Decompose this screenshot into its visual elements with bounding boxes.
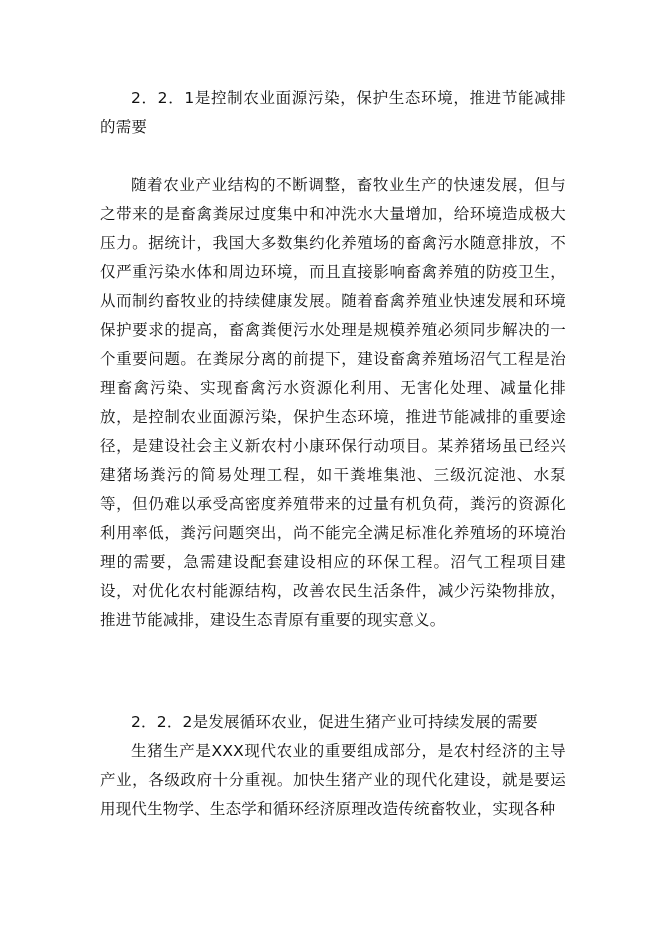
- section-heading-2-2-2: 2．2．2是发展循环农业，促进生猪产业可持续发展的需要: [131, 713, 538, 731]
- section-heading-2-2-1: 2．2．1是控制农业面源污染，保护生态环境，推进节能减排的需要: [100, 89, 566, 136]
- body-paragraph-2: 生猪生产是XXX现代农业的重要组成部分，是农村经济的主导产业，各级政府十分重视。加快生猪产业的现代化建设，就是要运用现代生物学、生态学和循环经济原理改造传统畜牧业，实现各种: [100, 742, 566, 818]
- body-paragraph-1: 随着农业产业结构的不断调整，畜牧业生产的快速发展，但与之带来的是畜禽粪尿过度集中和冲洗水大量增加，给环境造成极大压力。据统计，我国大多数集约化养殖场的畜禽污水随意排放，不仅严重污染水体和周边环境，而且直接影响畜禽养殖的防疫卫生，从而制约畜牧业的持续健康发展。随着畜禽养殖业快速发展和环境保护要求的提高，畜禽粪便污水处理是规模养殖必须同步解决的一个重要问题。在粪尿分离的前提下，建设畜禽养殖场沼气工程是治理畜禽污染、实现畜禽污水资源化利用、无害化处理、减量化排放，是控制农业面源污染，保护生态环境，推进节能减排的重要途径，是建设社会主义新农村小康环保行动项目。某养猪场虽已经兴建猪场粪污的简易处理工程，如干粪堆集池、三级沉淀池、水泵等，但仍难以承受高密度养殖带来的过量有机负荷，粪污的资源化利用率低，粪污问题突出，尚不能完全满足标准化养殖场的环境治理的需要，急需建设配套建设相应的环保工程。沼气工程项目建设，对优化农村能源结构，改善农民生活条件，减少污染物排放，推进节能减排，建设生态青原有重要的现实意义。: [100, 176, 566, 629]
